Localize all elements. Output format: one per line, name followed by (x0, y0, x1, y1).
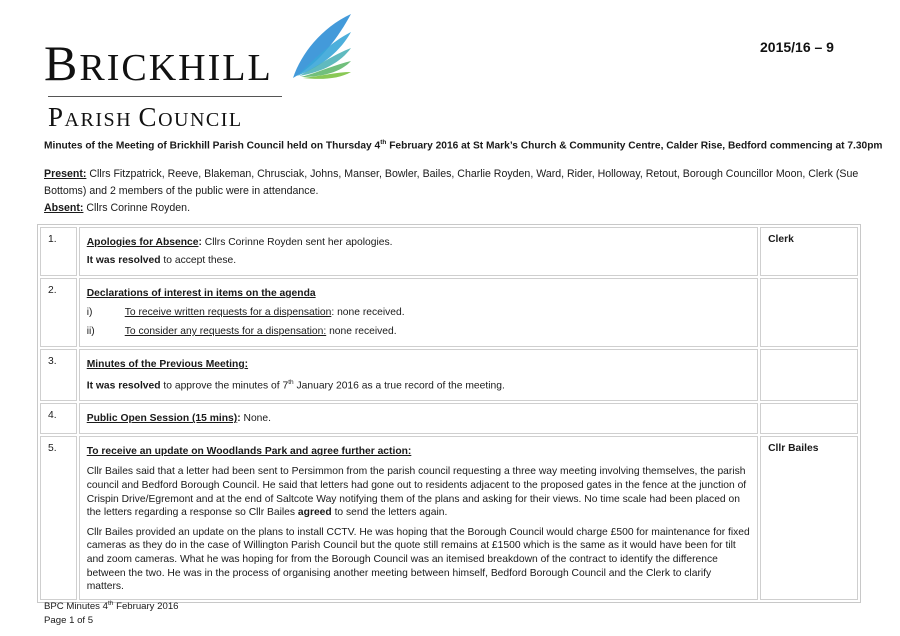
item-content (79, 436, 758, 599)
item-content (79, 349, 758, 401)
sub-item-numeral: ii) (86, 326, 95, 337)
meeting-title-text-end: February 2016 at St Mark’s Church & Community Centre, Calder Rise, Bedford commencing at 7.30pm (386, 140, 883, 152)
sub-item (87, 322, 751, 341)
item-heading-suffix: : (237, 413, 241, 425)
logo-title-rest: RICKHILL (79, 47, 273, 89)
item-heading: Declarations of interest in items on the agenda (86, 288, 316, 299)
logo-subtitle-initial-2: C (138, 102, 159, 132)
item-paragraph (87, 465, 751, 519)
logo-divider (48, 96, 282, 97)
resolution-sup: th (288, 379, 294, 386)
logo-subtitle-rest-2: OUNCIL (158, 109, 243, 131)
item-number: 4. (40, 403, 77, 434)
item-heading: Apologies for Absence (86, 237, 199, 248)
logo-subtitle (48, 104, 243, 131)
attendance (44, 166, 859, 217)
table-row (40, 227, 858, 276)
resolution-label: It was resolved (86, 255, 161, 266)
table-row (40, 278, 858, 347)
meeting-title-sup: th (380, 139, 387, 146)
present-line (44, 166, 859, 200)
sub-item-label: To consider any requests for a dispensation: (124, 326, 327, 337)
action-owner: Cllr Bailes (760, 436, 858, 599)
table-row (40, 436, 858, 599)
action-owner (760, 278, 858, 347)
meeting-title-text: Minutes of the Meeting of Brickhill Parish Council held on Thursday 4 (44, 140, 381, 152)
item-heading: Public Open Session (15 mins) (86, 413, 238, 425)
item-heading: Minutes of the Previous Meeting: (86, 359, 249, 370)
footer-sup: th (108, 600, 114, 607)
sub-item-text: : none received. (331, 307, 405, 318)
sub-item (87, 303, 751, 322)
logo-title-initial: B (44, 35, 80, 91)
item-heading-suffix: : (198, 237, 202, 248)
absent-label: Absent: (44, 202, 84, 214)
meeting-title (44, 139, 883, 151)
item-content (79, 278, 758, 347)
item-content (79, 403, 758, 434)
page-footer (44, 597, 178, 628)
sub-item-text: none received. (326, 326, 397, 337)
leaf-icon (291, 14, 353, 80)
item-number: 1. (40, 227, 77, 276)
paragraph-text-end: to send the letters again. (331, 507, 448, 519)
logo-subtitle-initial-1: P (48, 102, 65, 132)
paragraph-text: Cllr Bailes said that a letter had been sent to Persimmon from the parish council requesting a three way meeting involving themselves, the parish council and Bedford Borough Council. He said that letters had gone out to residents adjacent to the proposed gates in the fence at the junction of Crispin Drive/Egremont and at the end of Saltcote Way notifying them of the plans and asking for their views. No time scale had been placed on the letters regarding a response so Cllr Bailes (86, 466, 747, 519)
brickhill-logo (44, 12, 364, 132)
absent-line (44, 200, 859, 217)
minutes-table (37, 224, 861, 603)
resolution-text: to accept these. (160, 255, 237, 266)
paragraph-bold: agreed (297, 507, 332, 519)
footer-title (44, 597, 178, 614)
page-number: Page 1 of 5 (44, 615, 94, 627)
action-owner: Clerk (760, 227, 858, 276)
action-owner (760, 403, 858, 434)
item-heading: To receive an update on Woodlands Park and agree further action: (86, 446, 412, 458)
resolution-text: to approve the minutes of 7 (160, 380, 289, 392)
footer-text: BPC Minutes 4 (44, 601, 108, 613)
item-content (79, 227, 758, 276)
item-paragraph: Cllr Bailes provided an update on the plans to install CCTV. He was hoping that the Borough Council would charge £500 for maintenance for fixed cameras as they do in the case of Willington Parish Council but the quote still remains at £1500 which is the same as it would have been for tilt and zoom cameras. What he was hoping for from the Borough Council was an itemised breakdown of the contract to identify the difference between the two. He was in the process of organising another meeting between himself, Bedford Borough Council and the Clerk to clarify matters. (86, 526, 750, 593)
item-number: 2. (40, 278, 77, 347)
item-number: 3. (40, 349, 77, 401)
sub-item-numeral: i) (86, 307, 93, 318)
present-label: Present: (44, 168, 87, 180)
item-heading-text: None. (240, 413, 271, 425)
action-owner (760, 349, 858, 401)
logo-title (44, 35, 273, 91)
sub-item-label: To receive written requests for a dispensation (124, 307, 332, 318)
present-text: Cllrs Fitzpatrick, Reeve, Blakeman, Chrusciak, Johns, Manser, Bowler, Bailes, Charlie Royden, Ward, Rider, Holloway, Retout, Borough Councillor Moon, Clerk (Sue Bottoms) and 2 members of the public were in attendance. (44, 168, 859, 197)
footer-text-end: February 2016 (113, 601, 179, 613)
minute-reference: 2015/16 – 9 (760, 39, 834, 55)
item-number: 5. (40, 436, 77, 599)
table-row (40, 349, 858, 401)
absent-text: Cllrs Corinne Royden. (83, 202, 191, 214)
resolution-text-end: January 2016 as a true record of the meeting. (293, 380, 505, 392)
resolution-label: It was resolved (86, 380, 161, 392)
logo-subtitle-rest-1: ARISH (64, 109, 139, 131)
table-row (40, 403, 858, 434)
item-heading-text: Cllrs Corinne Royden sent her apologies. (201, 237, 393, 248)
